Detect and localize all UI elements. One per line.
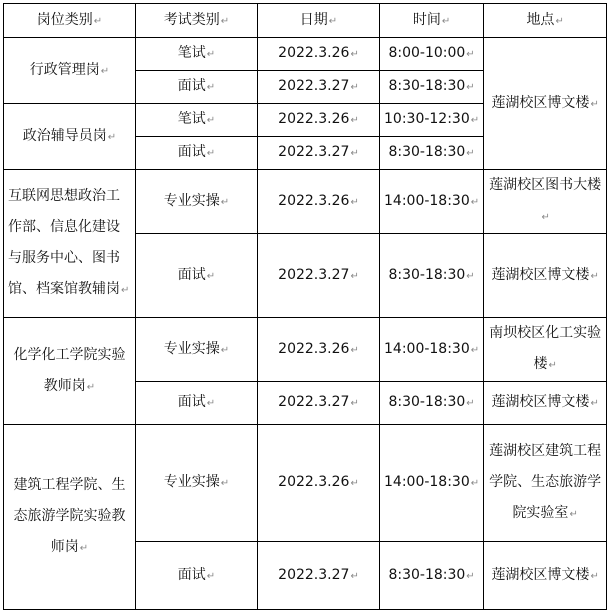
date-cell: 2022.3.26↵ [258, 38, 380, 71]
time-cell: 14:00-18:30↵ [380, 318, 484, 382]
date-cell: 2022.3.27↵ [258, 137, 380, 170]
table-row [4, 318, 607, 382]
time-cell: 14:00-18:30↵ [380, 170, 484, 234]
date-cell: 2022.3.26↵ [258, 170, 380, 234]
exam-type-cell: 面试↵ [136, 382, 258, 425]
date-cell: 2022.3.26↵ [258, 104, 380, 137]
post-cell: 政治辅导员岗↵ [4, 104, 136, 170]
header-row [4, 4, 607, 38]
date-cell: 2022.3.26↵ [258, 425, 380, 542]
place-cell: 莲湖校区博文楼↵ [484, 382, 607, 425]
exam-type-cell: 面试↵ [136, 137, 258, 170]
exam-type-cell: 面试↵ [136, 542, 258, 610]
time-cell: 8:30-18:30↵ [380, 382, 484, 425]
post-cell: 行政管理岗↵ [4, 38, 136, 104]
place-cell: 莲湖校区建筑工程学院、生态旅游学院实验室↵ [484, 425, 607, 542]
place-cell: 莲湖校区博文楼↵ [484, 234, 607, 318]
header-cell: 地点↵ [484, 4, 607, 38]
header-cell: 时间↵ [380, 4, 484, 38]
exam-schedule-table [3, 3, 607, 610]
table-row [4, 38, 607, 71]
time-cell: 14:00-18:30↵ [380, 425, 484, 542]
time-cell: 8:30-18:30↵ [380, 137, 484, 170]
post-cell: 化学化工学院实验教师岗↵ [4, 318, 136, 425]
time-cell: 8:00-10:00↵ [380, 38, 484, 71]
time-cell: 8:30-18:30↵ [380, 71, 484, 104]
header-cell: 日期↵ [258, 4, 380, 38]
header-cell: 考试类别↵ [136, 4, 258, 38]
date-cell: 2022.3.27↵ [258, 71, 380, 104]
post-cell: 建筑工程学院、生态旅游学院实验教师岗↵ [4, 425, 136, 610]
header-cell: 岗位类别↵ [4, 4, 136, 38]
date-cell: 2022.3.27↵ [258, 542, 380, 610]
exam-type-cell: 专业实操↵ [136, 318, 258, 382]
exam-type-cell: 面试↵ [136, 71, 258, 104]
date-cell: 2022.3.26↵ [258, 318, 380, 382]
date-cell: 2022.3.27↵ [258, 234, 380, 318]
exam-type-cell: 专业实操↵ [136, 170, 258, 234]
place-cell: 莲湖校区图书大楼↵ [484, 170, 607, 234]
place-cell: 南坝校区化工实验楼↵ [484, 318, 607, 382]
time-cell: 10:30-12:30↵ [380, 104, 484, 137]
table-row [4, 170, 607, 234]
exam-type-cell: 专业实操↵ [136, 425, 258, 542]
table-row [4, 425, 607, 542]
exam-type-cell: 笔试↵ [136, 38, 258, 71]
place-cell: 莲湖校区博文楼↵ [484, 38, 607, 170]
exam-type-cell: 笔试↵ [136, 104, 258, 137]
exam-type-cell: 面试↵ [136, 234, 258, 318]
post-cell: 互联网思想政治工作部、信息化建设与服务中心、图书馆、档案馆教辅岗↵ [4, 170, 136, 318]
place-cell: 莲湖校区博文楼↵ [484, 542, 607, 610]
date-cell: 2022.3.27↵ [258, 382, 380, 425]
time-cell: 8:30-18:30↵ [380, 234, 484, 318]
time-cell: 8:30-18:30↵ [380, 542, 484, 610]
